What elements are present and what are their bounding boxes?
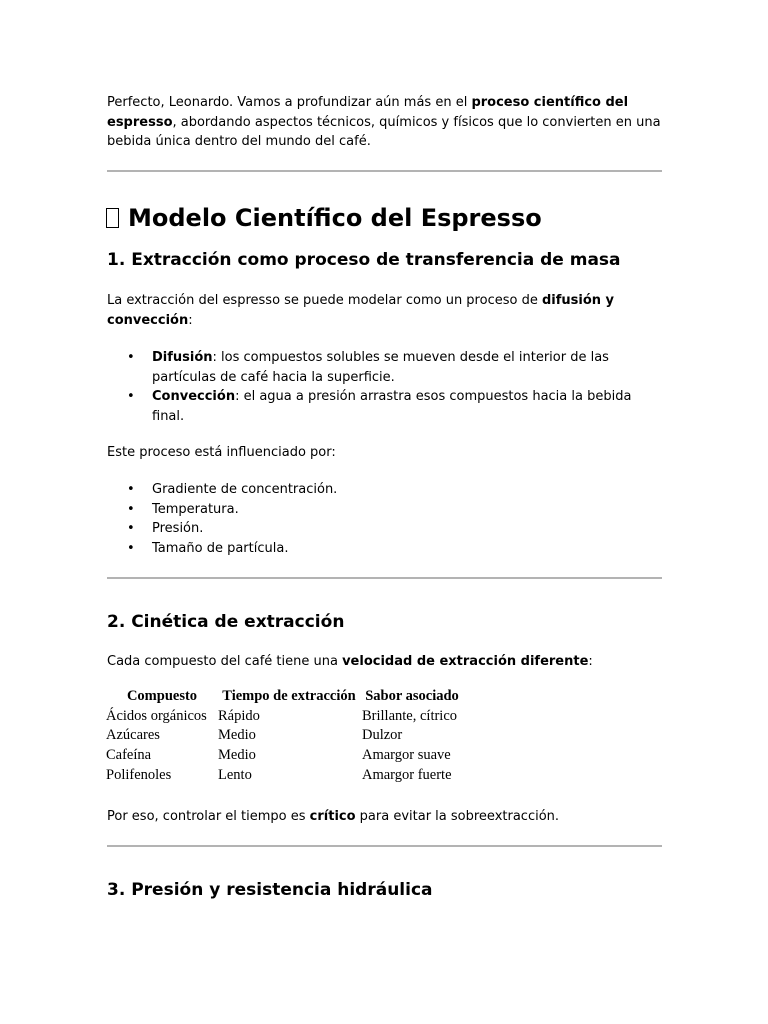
horizontal-rule (107, 170, 662, 172)
table-row (106, 746, 464, 766)
bullet: • (127, 521, 135, 536)
section-1-lead-text-2: : (188, 312, 193, 328)
mechanisms-list (107, 348, 662, 426)
bullet: • (127, 482, 135, 497)
table-cell: Cafeína (106, 747, 152, 764)
bullet: • (127, 540, 135, 556)
table-row (106, 726, 464, 746)
section-1-lead-text-1: La extracción del espresso se puede modelar como un proceso de (107, 293, 542, 308)
factor-text: Presión. (152, 521, 204, 536)
bullet: • (127, 501, 135, 517)
factor-text: Gradiente de concentración. (152, 482, 338, 497)
section-2-closing (107, 807, 662, 827)
section-2-lead-text-1: Cada compuesto del café tiene una (107, 654, 343, 669)
horizontal-rule (107, 577, 662, 579)
table-cell: Dulzor (362, 727, 403, 744)
section-2-closing-bold: crítico (309, 809, 356, 824)
table-cell: Amargor fuerte (362, 766, 452, 783)
table-cell: Medio (218, 747, 256, 764)
column-header: Tiempo de extracción (222, 688, 356, 704)
extraction-table (106, 687, 464, 786)
intro-text-1: Perfecto, Leonardo. Vamos a profundizar aún más en el (107, 95, 472, 110)
factors-lead: Este proceso está influenciado por: (107, 445, 336, 460)
bullet: • (127, 350, 135, 365)
column-header: Compuesto (126, 688, 198, 704)
section-2-lead-text-2: : (588, 654, 593, 669)
factor-text: Tamaño de partícula. (152, 540, 289, 556)
table-cell: Lento (218, 766, 252, 783)
section-2-lead (107, 652, 662, 672)
bullet: • (127, 389, 135, 404)
intro-paragraph (107, 93, 662, 152)
table-cell: Ácidos orgánicos (106, 707, 207, 724)
document-title (106, 203, 542, 233)
mechanism-term: Convección (152, 389, 236, 404)
list-item (107, 480, 662, 500)
list-item (107, 387, 662, 426)
table-cell: Brillante, cítrico (362, 707, 458, 724)
list-item (107, 539, 662, 559)
intro-bold: proceso científico del espresso (107, 95, 629, 130)
section-1-lead (107, 291, 662, 330)
table-row (106, 707, 464, 727)
list-item (107, 500, 662, 520)
missing-glyph-icon (106, 208, 119, 228)
table-cell: Rápido (218, 707, 260, 724)
factors-list (107, 480, 662, 558)
section-1-heading: 1. Extracción como proceso de transferencia de masa (107, 250, 621, 270)
table-header-row (106, 687, 464, 707)
factor-text: Temperatura. (152, 501, 239, 517)
document-title-text: Modelo Científico del Espresso (128, 204, 542, 232)
list-item (107, 348, 662, 387)
table-cell: Medio (218, 727, 256, 744)
section-2-lead-bold: velocidad de extracción diferente (342, 654, 589, 669)
mechanism-desc: : los compuestos solubles se mueven desde el interior de las partículas de café hacia la superficie. (152, 350, 609, 385)
column-header: Sabor asociado (365, 688, 459, 704)
section-2-closing-text-1: Por eso, controlar el tiempo es (107, 809, 310, 824)
mechanism-desc: : el agua a presión arrastra esos compuestos hacia la bebida final. (152, 389, 632, 424)
section-1-lead-bold: difusión y convección (107, 293, 615, 328)
section-2-heading: 2. Cinética de extracción (107, 612, 345, 632)
section-3-heading: 3. Presión y resistencia hidráulica (107, 880, 433, 900)
table-cell: Azúcares (106, 727, 160, 744)
section-2-closing-text-2: para evitar la sobreextracción. (355, 809, 560, 824)
horizontal-rule (107, 845, 662, 847)
table-row (106, 766, 464, 786)
list-item (107, 519, 662, 539)
mechanism-term: Difusión (152, 350, 213, 365)
table-cell: Polifenoles (106, 766, 172, 783)
intro-text-2: , abordando aspectos técnicos, químicos y físicos que lo convierten en una bebida única dentro del mundo del café. (107, 114, 661, 149)
table-cell: Amargor suave (362, 747, 451, 764)
